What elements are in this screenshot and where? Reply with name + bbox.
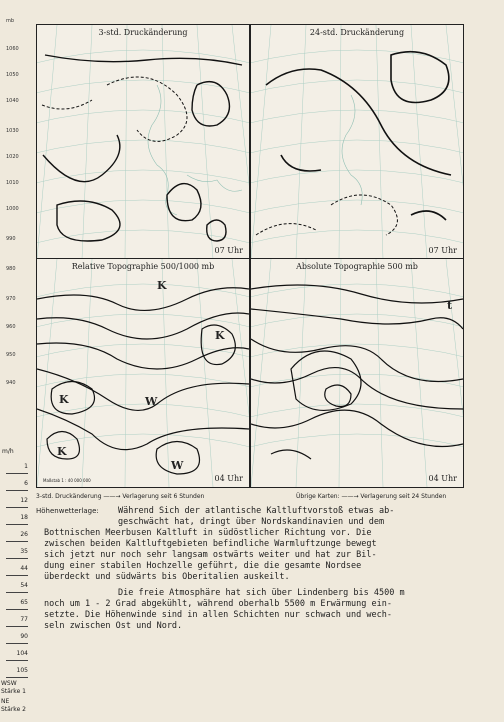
text-line: zwischen beiden Kaltluftgebieten befindliche Warmluftzunge bewegt [44, 539, 377, 549]
map-24std-pressure-change [250, 24, 464, 260]
table-row: 104 [6, 643, 28, 661]
map-title: Absolute Topographie 500 mb [296, 262, 418, 271]
map-absolute-topography [250, 258, 464, 488]
text-line: noch um 1 - 2 Grad abgekühlt, während oberhalb 5500 m Erwärmung ein- [44, 599, 392, 609]
table-row: 26 [6, 524, 28, 542]
cold-symbol: K [157, 279, 167, 292]
scale-tick: 1020 [6, 154, 19, 160]
cold-symbol: K [57, 445, 67, 458]
scale-tick: 1010 [6, 180, 19, 186]
map-title: 24-std. Druckänderung [309, 28, 405, 37]
table-row: 44 [6, 558, 28, 576]
cold-symbol: K [215, 329, 225, 342]
map-symbol: t [447, 299, 453, 312]
scale-tick: 980 [6, 266, 16, 272]
table-row: 105 [6, 660, 28, 678]
legend-right: Übrige Karten: ——→ Verlagerung seit 24 Stunden [296, 493, 447, 500]
scale-tick: 970 [6, 296, 16, 302]
map-title: 3-std. Druckänderung [98, 28, 188, 37]
map-time: 07 Uhr [428, 246, 457, 255]
map-3std-pressure-change [36, 24, 250, 260]
text-line: setzte. Die Höhenwinde sind in allen Schichten nur schwach und wech- [44, 610, 392, 620]
warm-symbol: W [171, 459, 184, 472]
table-row: 65 [6, 592, 28, 610]
scale-unit: mb [6, 18, 15, 24]
text-line: Während Sich der atlantische Kaltluftvorstoß etwas ab- [118, 506, 395, 516]
text-line: Bottnischen Meerbusen Kaltluft in südöstlicher Richtung vor. Die [44, 528, 372, 538]
wind-note: WSW [1, 680, 17, 687]
map-graphic [37, 25, 249, 259]
table-row: 54 [6, 575, 28, 593]
scale-tick: 1030 [6, 128, 19, 134]
table-header: m/h [2, 448, 14, 455]
wind-note: Stärke 1 [1, 688, 26, 695]
cold-symbol: K [59, 393, 69, 406]
map-time: 04 Uhr [214, 474, 243, 483]
legend-left: 3-std. Druckänderung ——→ Verlagerung seit 6 Stunden [36, 493, 205, 500]
table-row: 18 [6, 507, 28, 525]
map-graphic [37, 259, 249, 487]
table-row: 90 [6, 626, 28, 644]
table-row: 6 [6, 473, 28, 491]
text-line: dung einer stabilen Hochzelle geführt, die die gesamte Nordsee [44, 561, 362, 571]
scale-tick: 940 [6, 380, 16, 386]
map-time: 04 Uhr [428, 474, 457, 483]
table-row: 1 [6, 456, 28, 474]
map-scale-note: Maßstab 1 : 40 000 000 [43, 478, 91, 483]
wind-note: Stärke 2 [1, 706, 26, 713]
map-time: 07 Uhr [214, 246, 243, 255]
table-row: 77 [6, 609, 28, 627]
text-line: geschwächt hat, dringt über Nordskandinavien und dem [118, 517, 385, 527]
map-title: Relative Topographie 500/1000 mb [71, 262, 215, 271]
map-relative-topography [36, 258, 250, 488]
scale-tick: 1040 [6, 98, 19, 104]
text-line: sich jetzt nur noch sehr langsam ostwärts weiter und hat zur Bil- [44, 550, 377, 560]
scale-tick: 1050 [6, 72, 19, 78]
section-label: Höhenwetterlage: [36, 507, 99, 515]
wind-note: NE [1, 698, 10, 705]
text-line: seln zwischen Ost und Nord. [44, 621, 183, 631]
text-line: überdeckt und südwärts bis Oberitalien auskeilt. [44, 572, 290, 582]
table-row: 12 [6, 490, 28, 508]
scale-tick: 990 [6, 236, 16, 242]
map-graphic [251, 25, 463, 259]
warm-symbol: W [145, 395, 158, 408]
scale-tick: 950 [6, 352, 16, 358]
scale-tick: 1000 [6, 206, 19, 212]
map-graphic [251, 259, 463, 487]
scale-tick: 1060 [6, 46, 19, 52]
text-line: Die freie Atmosphäre hat sich über Lindenberg bis 4500 m [118, 588, 405, 598]
table-row: 35 [6, 541, 28, 559]
scale-tick: 960 [6, 324, 16, 330]
